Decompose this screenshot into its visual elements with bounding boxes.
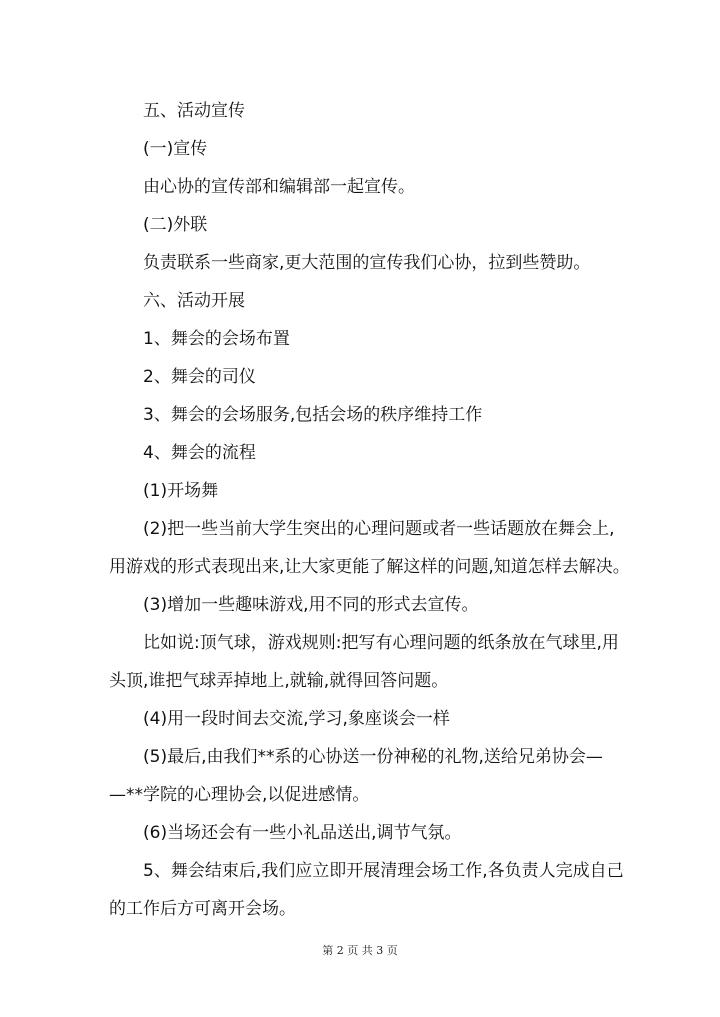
heading-activity-execution: 六、活动开展 bbox=[143, 291, 245, 311]
list-item-venue-service: 3、舞会的会场服务,包括会场的秩序维持工作 bbox=[143, 405, 483, 425]
process-item-exchange: (4)用一段时间去交流,学习,象座谈会一样 bbox=[143, 709, 450, 729]
process-item-opening-dance: (1)开场舞 bbox=[143, 481, 219, 501]
process-item-gift-line-1: (5)最后,由我们**系的心协送一份神秘的礼物,送给兄弟协会— bbox=[143, 747, 603, 767]
list-item-venue-setup: 1、舞会的会场布置 bbox=[143, 329, 290, 349]
list-item-dance-process: 4、舞会的流程 bbox=[143, 443, 256, 463]
page-number-footer: 第 2 页 共 3 页 bbox=[322, 944, 398, 957]
process-item-gift-line-2: —**学院的心理协会,以促进感情。 bbox=[109, 785, 370, 805]
paragraph-publicity: 由心协的宣传部和编辑部一起宣传。 bbox=[143, 177, 415, 197]
list-item-cleanup-line-2: 的工作后方可离开会场。 bbox=[109, 899, 296, 919]
document-body bbox=[109, 92, 630, 928]
process-item-fun-games: (3)增加一些趣味游戏,用不同的形式去宣传。 bbox=[143, 595, 479, 615]
process-item-games-line-1: (2)把一些当前大学生突出的心理问题或者一些话题放在舞会上, bbox=[143, 519, 615, 539]
example-balloon-line-2: 头顶,谁把气球弄掉地上,就输,就得回答问题。 bbox=[109, 671, 449, 691]
list-item-cleanup-line-1: 5、舞会结束后,我们应立即开展清理会场工作,各负责人完成自己 bbox=[143, 861, 624, 881]
list-item-host: 2、舞会的司仪 bbox=[143, 367, 256, 387]
paragraph-outreach: 负责联系一些商家,更大范围的宣传我们心协，拉到些赞助。 bbox=[143, 253, 591, 273]
heading-activity-publicity: 五、活动宣传 bbox=[143, 101, 245, 121]
subheading-publicity: (一)宣传 bbox=[143, 139, 208, 159]
subheading-outreach: (二)外联 bbox=[143, 215, 208, 235]
process-item-games-line-2: 用游戏的形式表现出来,让大家更能了解这样的问题,知道怎样去解决。 bbox=[109, 557, 630, 577]
example-balloon-line-1: 比如说:顶气球，游戏规则:把写有心理问题的纸条放在气球里,用 bbox=[143, 633, 619, 653]
process-item-small-gifts: (6)当场还会有一些小礼品送出,调节气氛。 bbox=[143, 823, 462, 843]
